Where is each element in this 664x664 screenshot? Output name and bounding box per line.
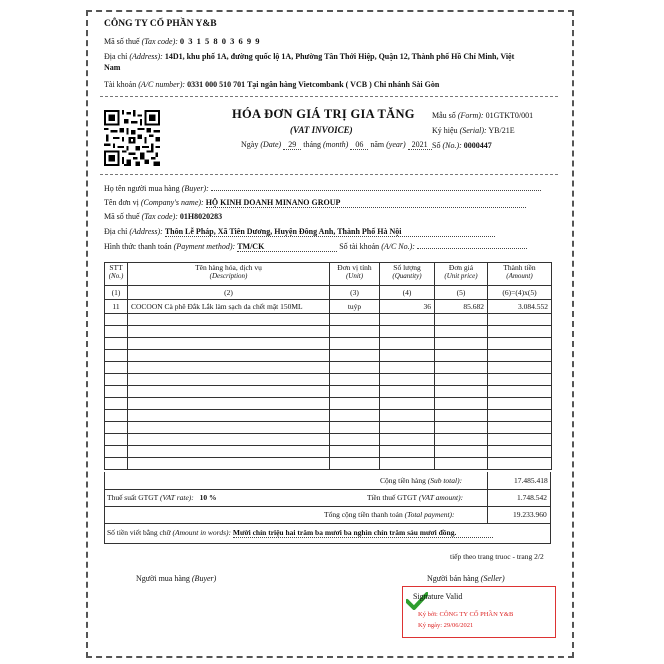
table-cell-empty — [435, 362, 488, 374]
buyer-name-line: Họ tên người mua hàng (Buyer): — [104, 184, 541, 193]
table-cell-empty — [380, 410, 435, 422]
table-cell-empty — [330, 326, 380, 338]
table-header-row — [105, 263, 552, 286]
seller-tax-line: Mã số thuế (Tax code): 0 3 1 5 8 0 3 6 9 9 — [104, 36, 261, 46]
buyer-tax-line: Mã số thuế (Tax code): 01H8020283 — [104, 212, 223, 221]
table-cell-empty — [105, 326, 128, 338]
signature-valid-text: Signature Valid — [413, 592, 463, 601]
table-cell-empty — [435, 458, 488, 470]
table-cell-empty — [488, 362, 552, 374]
amount-in-words: Mười chín triệu hai trăm ba mươi ba nghìn chín trăm sáu mươi đồng. — [233, 528, 493, 538]
vat-amount-value: 1.748.542 — [517, 493, 547, 502]
table-cell-empty — [380, 314, 435, 326]
table-cell-empty — [435, 386, 488, 398]
table-cell-empty — [105, 374, 128, 386]
table-cell-empty — [128, 350, 330, 362]
table-cell-empty — [128, 398, 330, 410]
table-cell-empty — [128, 410, 330, 422]
col-header-unit-price: Đơn giá (Unit price) — [435, 263, 488, 286]
col-header-unit: Đơn vị tính (Unit) — [330, 263, 380, 286]
table-cell-empty — [380, 350, 435, 362]
table-row-empty — [105, 350, 552, 362]
table-cell-empty — [435, 350, 488, 362]
table-cell-empty — [488, 326, 552, 338]
invoice-number: Số (No.): 0000447 — [432, 141, 492, 150]
buyer-company: HỘ KINH DOANH MINANO GROUP — [206, 198, 526, 208]
table-cell-empty — [488, 410, 552, 422]
table-cell-empty — [330, 398, 380, 410]
table-cell-empty — [380, 362, 435, 374]
table-cell-empty — [128, 446, 330, 458]
table-row-empty — [105, 434, 552, 446]
table-cell-empty — [488, 398, 552, 410]
table-row-empty — [105, 314, 552, 326]
seller-address: 14D1, khu phố 1A, đường quốc lộ 1A, Phường Tân Thới Hiệp, Quận 12, Thành phố Hồ Chí Minh, Việt — [164, 52, 515, 61]
table-row — [105, 300, 552, 314]
table-cell-empty — [128, 338, 330, 350]
invoice-date: Ngày (Date) 29 tháng (month) 06 năm (year) 2021 — [241, 140, 432, 150]
table-cell-empty — [105, 422, 128, 434]
table-cell-empty — [488, 458, 552, 470]
table-cell-empty — [128, 434, 330, 446]
table-cell-empty — [435, 434, 488, 446]
col-header-no: STT (No.) — [105, 263, 128, 286]
qr-code-icon — [104, 110, 160, 166]
table-cell-empty — [380, 446, 435, 458]
table-cell-empty — [128, 386, 330, 398]
col-header-quantity: Số lượng (Quantity) — [380, 263, 435, 286]
signed-by: Ký bởi: CÔNG TY CỔ PHẦN Y&B — [418, 611, 514, 618]
table-cell-empty — [380, 338, 435, 350]
subtotal-label: Cộng tiền hàng (Sub total): — [380, 476, 463, 485]
table-cell-empty — [435, 446, 488, 458]
table-row-empty — [105, 410, 552, 422]
table-cell-empty — [105, 410, 128, 422]
table-row-empty — [105, 326, 552, 338]
amount-in-words-line: Số tiền viết bằng chữ (Amount in words): Mười chín triệu hai trăm ba mươi ba nghìn chín trăm sáu mươi đồng. — [107, 528, 493, 538]
invoice-serial: Ký hiệu (Serial): YB/21E — [432, 126, 515, 135]
table-cell-empty — [330, 362, 380, 374]
table-cell-empty — [128, 314, 330, 326]
table-row-empty — [105, 458, 552, 470]
table-cell-empty — [435, 398, 488, 410]
table-cell-empty — [380, 374, 435, 386]
table-cell-empty — [435, 374, 488, 386]
row-quantity: 36 — [380, 300, 435, 314]
row-description: COCOON Cà phê Đắk Lắk làm sạch da chết mặt 150ML — [128, 300, 330, 314]
table-cell-empty — [330, 410, 380, 422]
table-cell-empty — [105, 458, 128, 470]
table-cell-empty — [488, 446, 552, 458]
table-cell-empty — [128, 326, 330, 338]
table-cell-empty — [105, 314, 128, 326]
table-cell-empty — [128, 362, 330, 374]
table-row-empty — [105, 374, 552, 386]
table-row-empty — [105, 386, 552, 398]
table-cell-empty — [128, 422, 330, 434]
vat-rate: 10 % — [199, 493, 217, 502]
table-cell-empty — [380, 422, 435, 434]
table-cell-empty — [488, 386, 552, 398]
table-cell-empty — [105, 350, 128, 362]
vat-rate-line: Thuế suất GTGT (VAT rate): 10 % — [107, 493, 217, 502]
table-cell-empty — [105, 362, 128, 374]
table-row-empty — [105, 362, 552, 374]
table-cell-empty — [128, 374, 330, 386]
seller-account-line: Tài khoản (A/C number): 0331 000 510 701 Tại ngân hàng Vietcombank ( VCB ) Chi nhánh Sài Gòn — [104, 80, 440, 89]
table-cell-empty — [330, 386, 380, 398]
table-cell-empty — [105, 338, 128, 350]
table-cell-empty — [105, 434, 128, 446]
buyer-signature-label: Người mua hàng (Buyer) — [136, 574, 217, 583]
divider — [100, 96, 558, 97]
table-cell-empty — [435, 422, 488, 434]
seller-tax-code: 0 3 1 5 8 0 3 6 9 9 — [179, 36, 261, 46]
table-cell-empty — [330, 338, 380, 350]
table-cell-empty — [435, 338, 488, 350]
table-cell-empty — [380, 398, 435, 410]
table-cell-empty — [488, 338, 552, 350]
table-cell-empty — [380, 386, 435, 398]
table-cell-empty — [330, 374, 380, 386]
table-cell-empty — [488, 350, 552, 362]
table-cell-empty — [330, 458, 380, 470]
buyer-tax-code: 01H8020283 — [179, 212, 223, 221]
table-cell-empty — [488, 374, 552, 386]
buyer-address: Thôn Lễ Pháp, Xã Tiên Dương, Huyện Đông Anh, Thành Phố Hà Nội — [165, 227, 495, 237]
table-cell-empty — [380, 434, 435, 446]
col-header-amount: Thành tiền (Amount) — [488, 263, 552, 286]
total-label: Tổng cộng tiền thanh toán (Total payment): — [324, 510, 455, 519]
total-value: 19.233.960 — [513, 510, 547, 519]
table-row-empty — [105, 446, 552, 458]
table-cell-empty — [330, 314, 380, 326]
table-cell-empty — [330, 446, 380, 458]
table-row-empty — [105, 398, 552, 410]
table-row-empty — [105, 422, 552, 434]
seller-signature-label: Người bán hàng (Seller) — [427, 574, 505, 583]
buyer-company-line: Tên đơn vị (Company's name): HỘ KINH DOANH MINANO GROUP — [104, 198, 526, 208]
row-no: 11 — [105, 300, 128, 314]
col-header-description: Tên hàng hóa, dịch vụ (Description) — [128, 263, 330, 286]
divider — [100, 174, 558, 175]
seller-account: 0331 000 510 701 Tại ngân hàng Vietcombank ( VCB ) Chi nhánh Sài Gòn — [187, 80, 440, 89]
invoice-form: Mẫu số (Form): 01GTKT0/001 — [432, 111, 534, 120]
table-cell-empty — [105, 446, 128, 458]
page-continuation: tiếp theo trang truoc - trang 2/2 — [450, 552, 544, 561]
seller-address-line: Địa chỉ (Address): 14D1, khu phố 1A, đường quốc lộ 1A, Phường Tân Thới Hiệp, Quận 12, Thành phố Hồ Chí Minh, Việt — [104, 52, 515, 61]
subtotal-value: 17.485.418 — [514, 476, 548, 485]
invoice-subtitle: (VAT INVOICE) — [290, 125, 353, 135]
table-cell-empty — [330, 350, 380, 362]
table-cell-empty — [488, 434, 552, 446]
items-table — [104, 262, 552, 470]
table-cell-empty — [380, 326, 435, 338]
payment-method: TM/CK — [237, 242, 337, 252]
table-cell-empty — [105, 386, 128, 398]
table-cell-empty — [105, 398, 128, 410]
table-cell-empty — [435, 326, 488, 338]
table-cell-empty — [330, 422, 380, 434]
invoice-title: HÓA ĐƠN GIÁ TRỊ GIA TĂNG — [232, 107, 415, 121]
table-cell-empty — [380, 458, 435, 470]
table-row-empty — [105, 338, 552, 350]
payment-method-line: Hình thức thanh toán (Payment method): TM/CK Số tài khoản (A/C No.): — [104, 242, 527, 252]
table-cell-empty — [488, 422, 552, 434]
signed-date: Ký ngày: 29/06/2021 — [418, 622, 474, 629]
row-unit: tuýp — [330, 300, 380, 314]
column-index-row: (1) (2) (3) (4) (5) (6)=(4)x(5) — [105, 286, 552, 300]
table-cell-empty — [128, 458, 330, 470]
row-unit-price: 85.682 — [435, 300, 488, 314]
seller-address-cont: Nam — [104, 63, 121, 72]
table-cell-empty — [330, 434, 380, 446]
table-cell-empty — [488, 314, 552, 326]
vat-amount-label: Tiền thuế GTGT (VAT amount): — [367, 493, 464, 502]
buyer-address-line: Địa chỉ (Address): Thôn Lễ Pháp, Xã Tiên Dương, Huyện Đông Anh, Thành Phố Hà Nội — [104, 227, 495, 237]
seller-name: CÔNG TY CỔ PHẦN Y&B — [104, 19, 217, 29]
row-amount: 3.084.552 — [488, 300, 552, 314]
table-cell-empty — [435, 410, 488, 422]
table-cell-empty — [435, 314, 488, 326]
